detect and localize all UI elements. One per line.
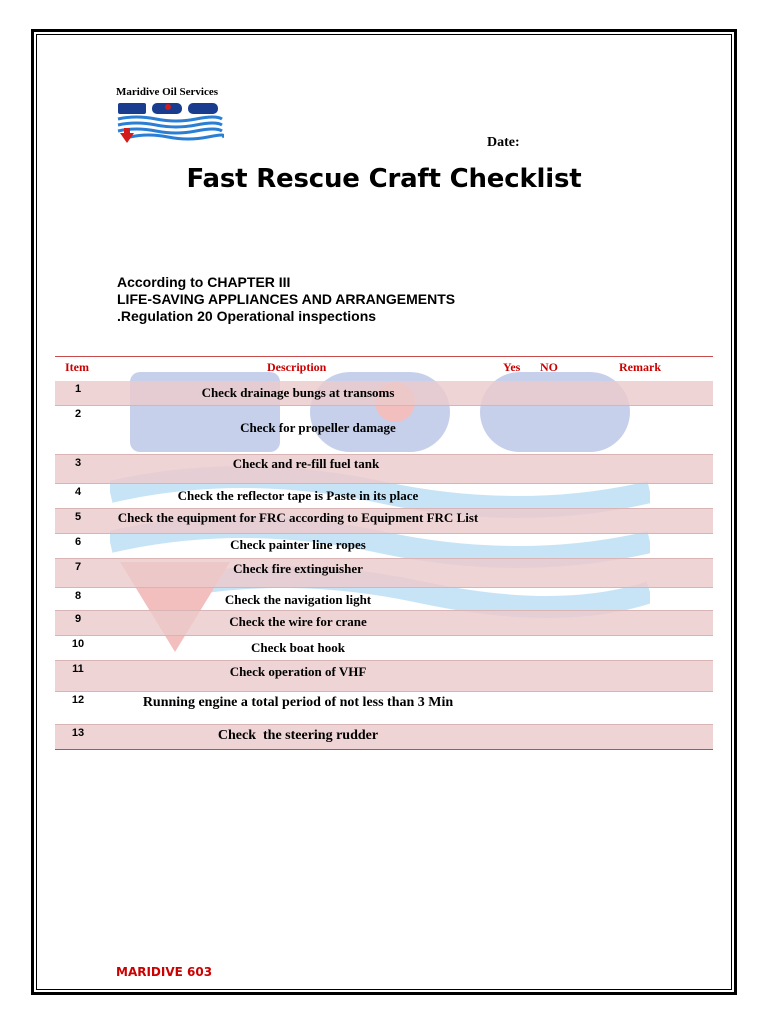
row-description: Check painter line ropes [230, 537, 366, 552]
row-description: Check the equipment for FRC according to Equipment FRC List [117, 510, 479, 525]
row-item-number: 11 [72, 663, 84, 675]
table-row [55, 484, 713, 509]
row-description: Check the steering rudder [217, 728, 379, 743]
row-item-number: 12 [71, 694, 85, 706]
footer-code: MARIDIVE 603 [116, 965, 213, 979]
column-header-no: NO [540, 360, 558, 374]
row-item-number: 10 [71, 638, 85, 650]
table-row [55, 636, 713, 661]
column-header-remark: Remark [619, 360, 661, 374]
checklist-table [55, 356, 713, 750]
table-row [55, 534, 713, 559]
row-item-number: 13 [71, 727, 85, 739]
row-item-number: 1 [74, 383, 82, 395]
date-label: Date: [487, 135, 520, 150]
table-row [55, 725, 713, 750]
table-row [55, 611, 713, 636]
row-description: Check the reflector tape is Paste in its place [177, 488, 419, 503]
row-description: Running engine a total period of not less than 3 Min [142, 695, 454, 710]
row-description: Check fire extinguisher [233, 561, 363, 576]
row-description: Check for propeller damage [240, 420, 396, 435]
row-item-number: 8 [74, 590, 82, 602]
row-description: Check the navigation light [224, 592, 372, 607]
row-item-number: 6 [74, 536, 82, 548]
regulation-block [117, 274, 455, 325]
table-row [55, 509, 713, 534]
row-item-number: 4 [74, 486, 82, 498]
row-description: Check and re-fill fuel tank [232, 456, 380, 471]
table-row [55, 406, 713, 455]
table-row [55, 455, 713, 484]
row-item-number: 5 [74, 511, 82, 523]
regulation-line-1: According to CHAPTER III [117, 274, 291, 290]
table-row [55, 661, 713, 692]
column-header-item: Item [65, 360, 89, 374]
table-row [55, 381, 713, 406]
table-row [55, 692, 713, 725]
column-header-yes: Yes [503, 360, 521, 374]
row-description: Check drainage bungs at transoms [201, 385, 395, 400]
row-item-number: 7 [74, 561, 82, 573]
row-description: Check the wire for crane [229, 614, 367, 629]
table-row [55, 559, 713, 588]
mos-logo [116, 101, 224, 149]
row-description: Check operation of VHF [229, 664, 367, 679]
regulation-line-2: LIFE-SAVING APPLIANCES AND ARRANGEMENTS [117, 291, 456, 307]
row-item-number: 9 [74, 613, 82, 625]
row-item-number: 3 [74, 457, 82, 469]
regulation-line-3: .Regulation 20 Operational inspections [117, 308, 377, 324]
company-name: Maridive Oil Services [116, 86, 219, 98]
column-header-description: Description [267, 360, 327, 374]
table-header [55, 356, 713, 381]
page-title: Fast Rescue Craft Checklist [186, 164, 582, 194]
row-item-number: 2 [74, 408, 82, 420]
row-description: Check boat hook [251, 640, 345, 655]
table-row [55, 588, 713, 611]
